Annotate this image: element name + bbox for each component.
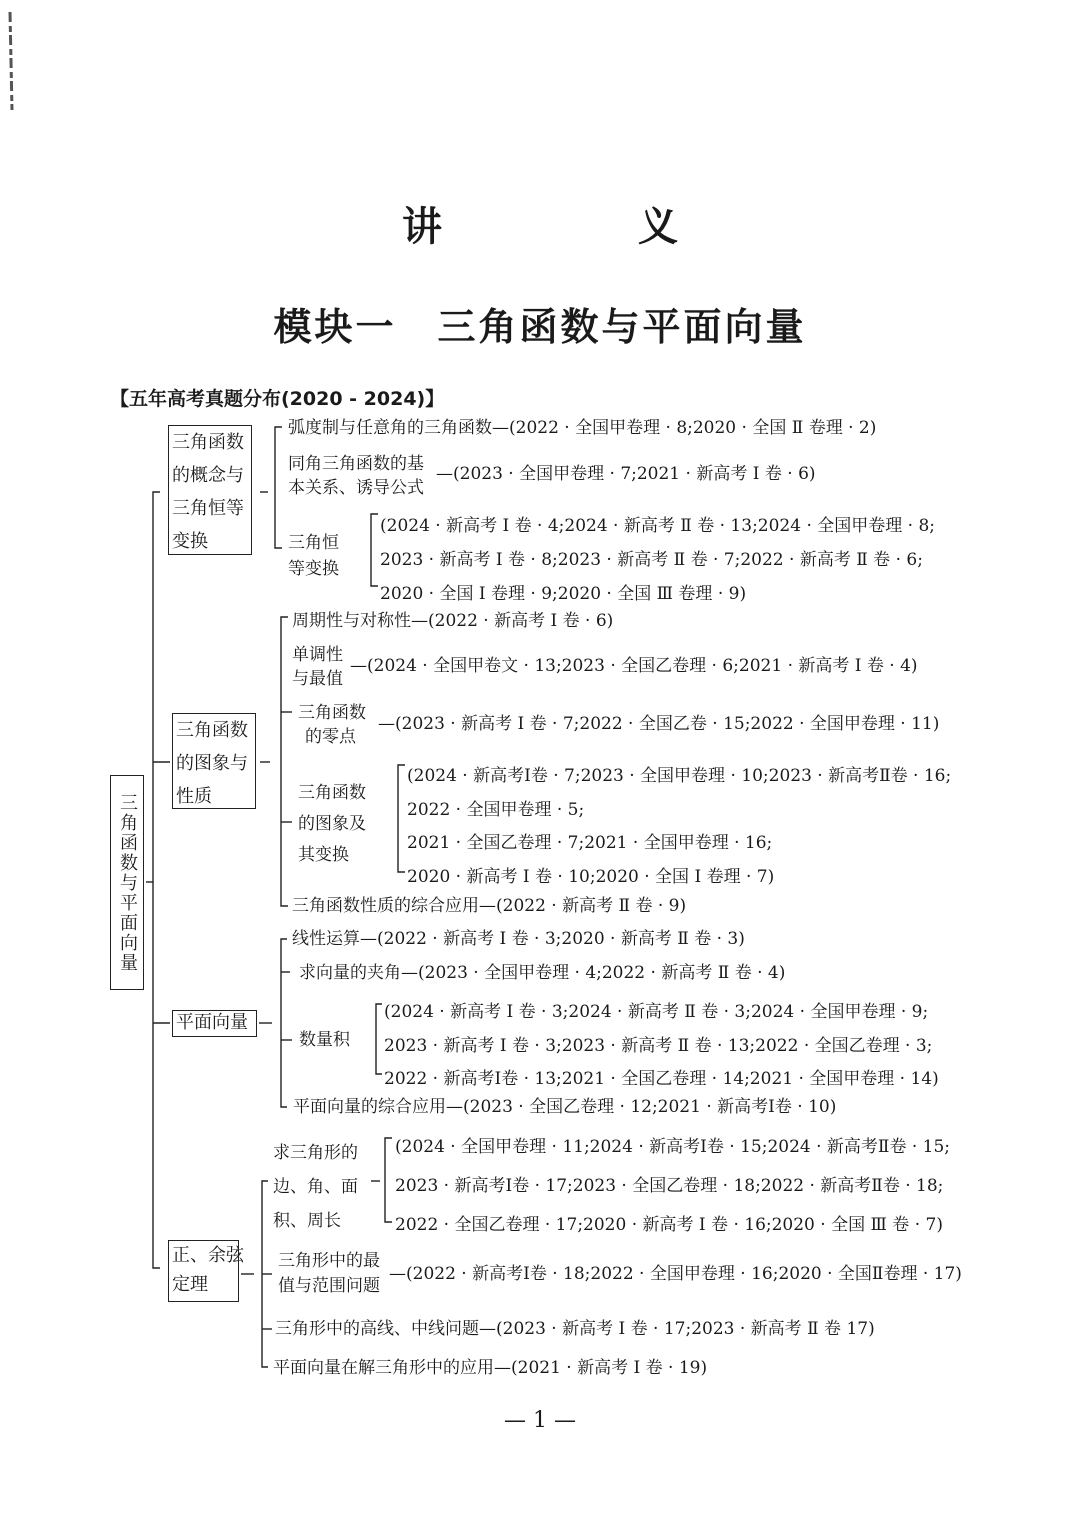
leaf-periodicity: 周期性与对称性—(2022 · 新高考 Ⅰ 卷 · 6) [292, 611, 614, 631]
root-node [110, 775, 144, 990]
leaf-same-angle-label: 同角三角函数的基 本关系、诱导公式 [288, 454, 424, 498]
leaf-triangle-solve-label: 求三角形的 边、角、面 积、周长 [273, 1143, 358, 1231]
leaf-zeros-label: 三角函数 的零点 [298, 703, 366, 747]
module-title: 模块一 三角函数与平面向量 [273, 305, 807, 349]
node-plane-vectors: 平面向量 [172, 1010, 257, 1037]
leaf-extremum-label: 三角形中的最 值与范围问题 [278, 1251, 380, 1296]
leaf-monotonic-label: 单调性 与最值 [292, 645, 343, 689]
leaf-transform-label: 三角函数 的图象及 其变换 [298, 783, 366, 865]
leaf-same-angle-refs: —(2023 · 全国甲卷理 · 7;2021 · 新高考 Ⅰ 卷 · 6) [436, 464, 816, 484]
leaf-vector-angle: 求向量的夹角—(2023 · 全国甲卷理 · 4;2022 · 新高考 Ⅱ 卷 · 4) [299, 963, 786, 983]
leaf-trig-comprehensive: 三角函数性质的综合应用—(2022 · 新高考 Ⅱ 卷 · 9) [292, 896, 687, 916]
leaf-identity-label: 三角恒 等变换 [288, 533, 339, 579]
node-trig-concepts: 三角函数 的概念与 三角恒等 变换 [168, 425, 252, 555]
leaf-extremum-refs: —(2022 · 新高考Ⅰ卷 · 18;2022 · 全国甲卷理 · 16;2020 · 全国Ⅱ卷理 · 17) [389, 1264, 962, 1284]
leaf-monotonic-refs: —(2024 · 全国甲卷文 · 13;2023 · 全国乙卷理 · 6;2021 · 新高考 Ⅰ 卷 · 4) [350, 656, 918, 676]
page-number: — 1 — [504, 1408, 576, 1433]
leaf-dot-product-label: 数量积 [299, 1030, 350, 1050]
root-label: 三角函数与平面向量 [117, 792, 138, 973]
leaf-identity-refs: (2024 · 新高考 Ⅰ 卷 · 4;2024 · 新高考 Ⅱ 卷 · 13;2024 · 全国甲卷理 · 8; 2023 · 新高考 Ⅰ 卷 · 8;2023 · 新高考 Ⅱ 卷 · 7;2022 · 新高考 Ⅱ 卷 · 6; 2020 · 全国 Ⅰ 卷理 · 9;2020 · 全国 Ⅲ 卷理 · 9) [380, 516, 936, 604]
section-heading: 【五年高考真题分布(2020 - 2024)】 [110, 388, 445, 410]
node-trig-graphs: 三角函数 的图象与 性质 [172, 713, 256, 809]
leaf-triangle-solve-refs: (2024 · 全国甲卷理 · 11;2024 · 新高考Ⅰ卷 · 15;2024 · 新高考Ⅱ卷 · 15; 2023 · 新高考Ⅰ卷 · 17;2023 · 全国乙卷理 · 18;2022 · 新高考Ⅱ卷 · 18; 2022 · 全国乙卷理 · 17;2020 · 新高考 Ⅰ 卷 · 16;2020 · 全国 Ⅲ 卷 · 7) [395, 1137, 951, 1235]
leaf-vector-in-triangle: 平面向量在解三角形中的应用—(2021 · 新高考 Ⅰ 卷 · 19) [273, 1358, 708, 1378]
leaf-altitude-median: 三角形中的高线、中线问题—(2023 · 新高考 Ⅰ 卷 · 17;2023 · 新高考 Ⅱ 卷 17) [275, 1319, 875, 1339]
leaf-radian: 弧度制与任意角的三角函数—(2022 · 全国甲卷理 · 8;2020 · 全国 Ⅱ 卷理 · 2) [288, 418, 877, 438]
node-sine-cosine-law: 正、余弦 定理 [168, 1240, 239, 1302]
leaf-transform-refs: (2024 · 新高考Ⅰ卷 · 7;2023 · 全国甲卷理 · 10;2023 · 新高考Ⅱ卷 · 16; 2022 · 全国甲卷理 · 5; 2021 · 全国乙卷理 · 7;2021 · 全国甲卷理 · 16; 2020 · 新高考 Ⅰ 卷 · 10;2020 · 全国 Ⅰ 卷理 · 7) [407, 766, 952, 887]
leaf-vector-comprehensive: 平面向量的综合应用—(2023 · 全国乙卷理 · 12;2021 · 新高考Ⅰ卷 · 10) [293, 1097, 837, 1117]
page-title: 讲 义 [402, 204, 756, 250]
leaf-linear-ops: 线性运算—(2022 · 新高考 Ⅰ 卷 · 3;2020 · 新高考 Ⅱ 卷 · 3) [292, 929, 745, 949]
leaf-dot-product-refs: (2024 · 新高考 Ⅰ 卷 · 3;2024 · 新高考 Ⅱ 卷 · 3;2024 · 全国甲卷理 · 9; 2023 · 新高考 Ⅰ 卷 · 3;2023 · 新高考 Ⅱ 卷 · 13;2022 · 全国乙卷理 · 3; 2022 · 新高考Ⅰ卷 · 13;2021 · 全国乙卷理 · 14;2021 · 全国甲卷理 · 14) [384, 1002, 939, 1089]
leaf-zeros-refs: —(2023 · 新高考 Ⅰ 卷 · 7;2022 · 全国乙卷 · 15;2022 · 全国甲卷理 · 11) [378, 714, 940, 734]
